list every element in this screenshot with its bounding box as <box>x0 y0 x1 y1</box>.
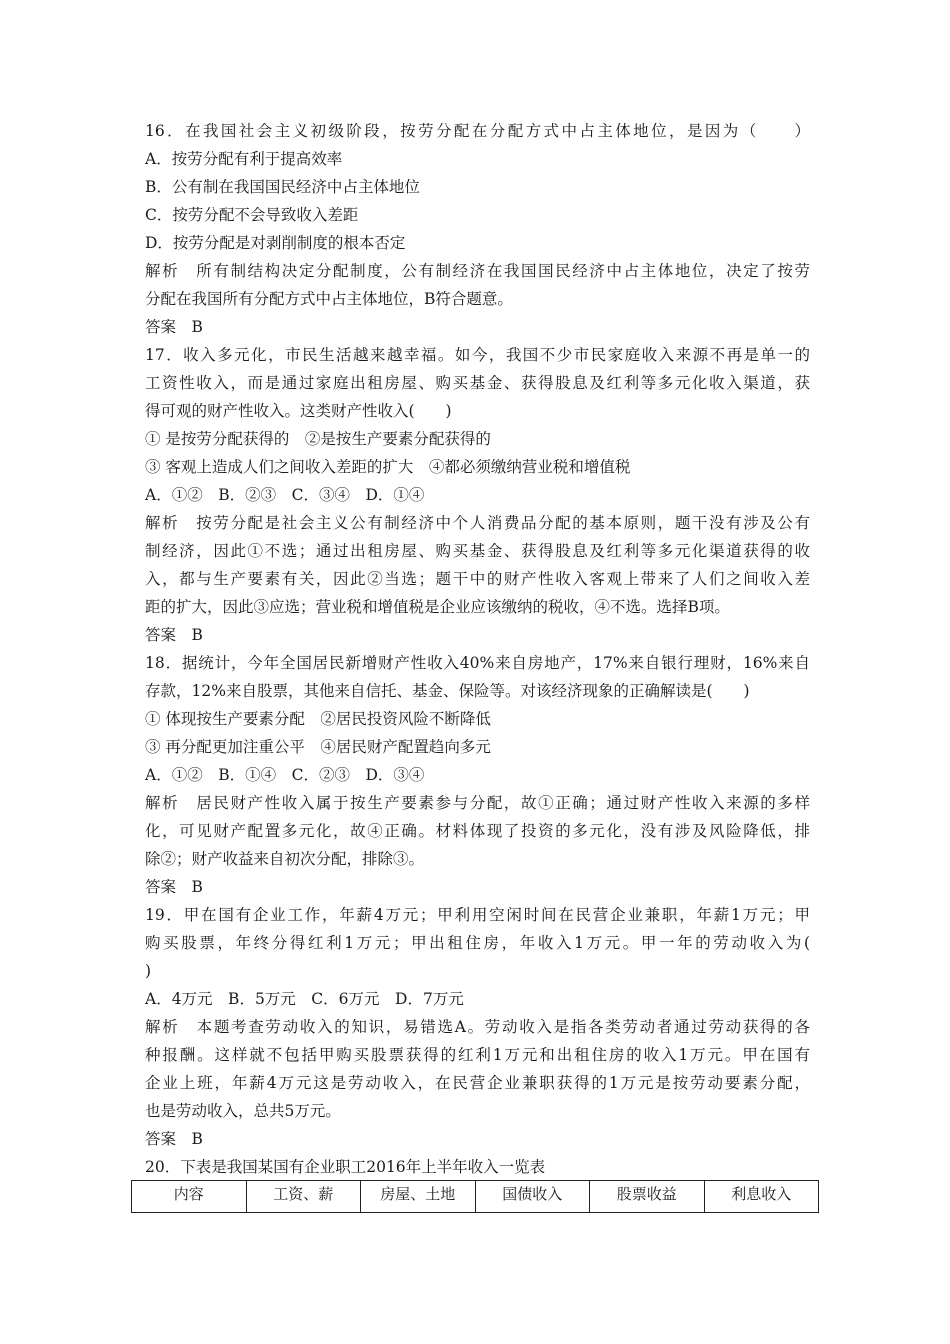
text-line: 16．在我国社会主义初级阶段，按劳分配在分配方式中占主体地位，是因为（ ） <box>145 122 810 140</box>
table-header-cell: 利息收入 <box>704 1181 819 1213</box>
text-line: C．按劳分配不会导致收入差距 <box>145 206 359 224</box>
text-line: 20．下表是我国某国有企业职工2016年上半年收入一览表 <box>145 1158 546 1176</box>
text-line: 解析 本题考查劳动收入的知识，易错选A。劳动收入是指各类劳动者通过劳动获得的各 <box>145 1018 810 1036</box>
text-line: 制经济，因此①不选；通过出租房屋、购买基金、获得股息及红利等多元化渠道获得的收 <box>145 542 810 560</box>
text-line: 购买股票，年终分得红利1万元；甲出租住房，年收入1万元。甲一年的劳动收入为( <box>145 934 810 952</box>
text-line: ③ 再分配更加注重公平 ④居民财产配置趋向多元 <box>145 738 491 756</box>
text-line: 存款，12%来自股票，其他来自信托、基金、保险等。对该经济现象的正确解读是( ) <box>145 682 750 700</box>
text-line: D．按劳分配是对剥削制度的根本否定 <box>145 234 406 252</box>
table-header-cell: 股票收益 <box>590 1181 705 1213</box>
text-line: 17．收入多元化，市民生活越来越幸福。如今，我国不少市民家庭收入来源不再是单一的 <box>145 346 810 364</box>
text-line: 入，都与生产要素有关，因此②当选；题干中的财产性收入客观上带来了人们之间收入差 <box>145 570 810 588</box>
text-line: 得可观的财产性收入。这类财产性收入( ) <box>145 402 452 420</box>
text-line: ① 体现按生产要素分配 ②居民投资风险不断降低 <box>145 710 491 728</box>
text-line: 答案 B <box>145 878 203 896</box>
text-line: 种报酬。这样就不包括甲购买股票获得的红利1万元和出租住房的收入1万元。甲在国有 <box>145 1046 810 1064</box>
text-line: 除②；财产收益来自初次分配，排除③。 <box>145 850 425 868</box>
text-line: A．①② B．②③ C．③④ D．①④ <box>145 486 425 504</box>
text-line: 也是劳动收入，总共5万元。 <box>145 1102 341 1120</box>
table-header-cell: 工资、薪 <box>246 1181 361 1213</box>
text-line: 答案 B <box>145 1130 203 1148</box>
text-line: A．4万元 B．5万元 C．6万元 D．7万元 <box>145 990 464 1008</box>
text-line: 解析 按劳分配是社会主义公有制经济中个人消费品分配的基本原则，题干没有涉及公有 <box>145 514 810 532</box>
text-line: 19．甲在国有企业工作，年薪4万元；甲利用空闲时间在民营企业兼职，年薪1万元；甲 <box>145 906 810 924</box>
text-line: ③ 客观上造成人们之间收入差距的扩大 ④都必须缴纳营业税和增值税 <box>145 458 631 476</box>
text-line: ① 是按劳分配获得的 ②是按生产要素分配获得的 <box>145 430 491 448</box>
text-line: 分配在我国所有分配方式中占主体地位，B符合题意。 <box>145 290 513 308</box>
text-line: 工资性收入，而是通过家庭出租房屋、购买基金、获得股息及红利等多元化收入渠道，获 <box>145 374 810 392</box>
text-line: 解析 所有制结构决定分配制度，公有制经济在我国国民经济中占主体地位，决定了按劳 <box>145 262 810 280</box>
text-line: 答案 B <box>145 626 203 644</box>
text-line: 距的扩大，因此③应选；营业税和增值税是企业应该缴纳的税收，④不选。选择B项。 <box>145 598 730 616</box>
table-header-cell: 房屋、土地 <box>361 1181 476 1213</box>
text-line: A．①② B．①④ C．②③ D．③④ <box>145 766 425 784</box>
table-header-row <box>132 1181 819 1213</box>
text-line: 化，可见财产配置多元化，故④正确。材料体现了投资的多元化，没有涉及风险降低，排 <box>145 822 810 840</box>
text-line: A．按劳分配有利于提高效率 <box>145 150 343 168</box>
text-line: ) <box>145 962 152 980</box>
text-line: B．公有制在我国国民经济中占主体地位 <box>145 178 420 196</box>
table-header-cell: 国债收入 <box>475 1181 590 1213</box>
text-line: 企业上班，年薪4万元这是劳动收入，在民营企业兼职获得的1万元是按劳动要素分配， <box>145 1074 810 1092</box>
income-table <box>131 1180 819 1213</box>
text-line: 18．据统计，今年全国居民新增财产性收入40%来自房地产，17%来自银行理财，16%来自 <box>145 654 810 672</box>
text-line: 答案 B <box>145 318 203 336</box>
table-header-cell: 内容 <box>132 1181 247 1213</box>
text-line: 解析 居民财产性收入属于按生产要素参与分配，故①正确；通过财产性收入来源的多样 <box>145 794 810 812</box>
